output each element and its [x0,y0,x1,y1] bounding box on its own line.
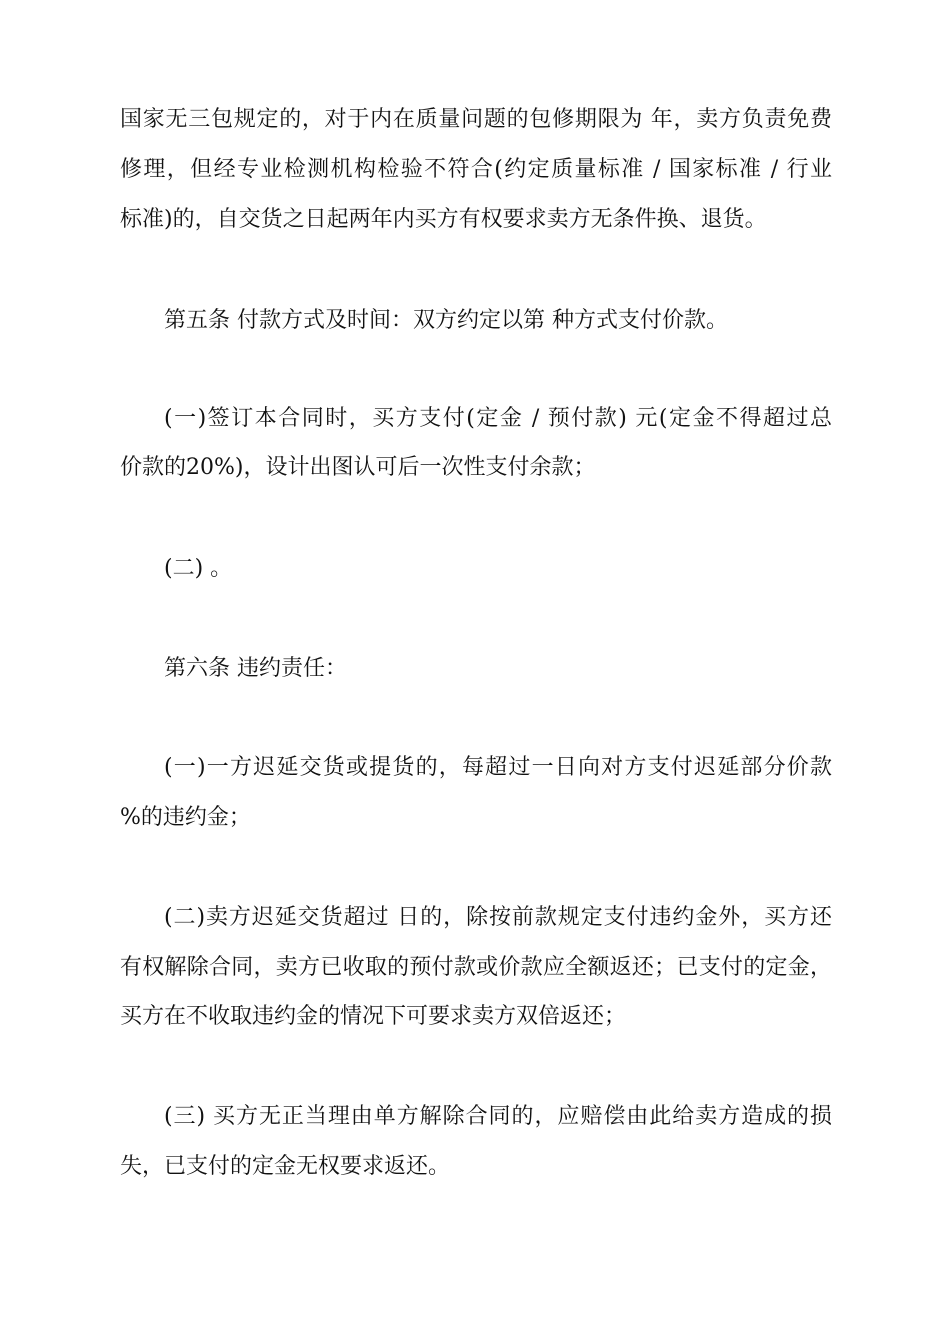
clause-line: 失，已支付的定金无权要求返还。 [120,1154,451,1179]
clause-line: (三) 买方无正当理由单方解除合同的，应赔偿由此给卖方造成的损 [164,1104,832,1129]
paragraph-line: 国家无三包规定的，对于内在质量问题的包修期限为 年，卖方负责免费 [120,107,832,132]
clause-line: 买方在不收取违约金的情况下可要求卖方双倍返还； [120,1004,627,1029]
clause-line: 价款的20%)，设计出图认可后一次性支付余款； [120,455,596,480]
article-heading: 第六条 违约责任： [164,656,347,681]
clause-line: %的违约金； [120,805,251,830]
clause-line: 有权解除合同，卖方已收取的预付款或价款应全额返还；已支付的定金， [120,955,832,980]
article-heading: 第五条 付款方式及时间：双方约定以第 种方式支付价款。 [164,308,728,333]
clause-line: (一)一方迟延交货或提货的，每超过一日向对方支付迟延部分价款 [164,755,832,780]
paragraph-line: 修理，但经专业检测机构检验不符合(约定质量标准 / 国家标准 / 行业 [120,157,832,182]
paragraph-line: 标准)的，自交货之日起两年内买方有权要求卖方无条件换、退货。 [120,207,767,232]
clause-line: (一)签订本合同时，买方支付(定金 / 预付款) 元(定金不得超过总 [164,406,832,431]
clause-line: (二)卖方迟延交货超过 日的，除按前款规定支付违约金外，买方还 [164,905,832,930]
clause-line: (二) 。 [164,556,233,581]
